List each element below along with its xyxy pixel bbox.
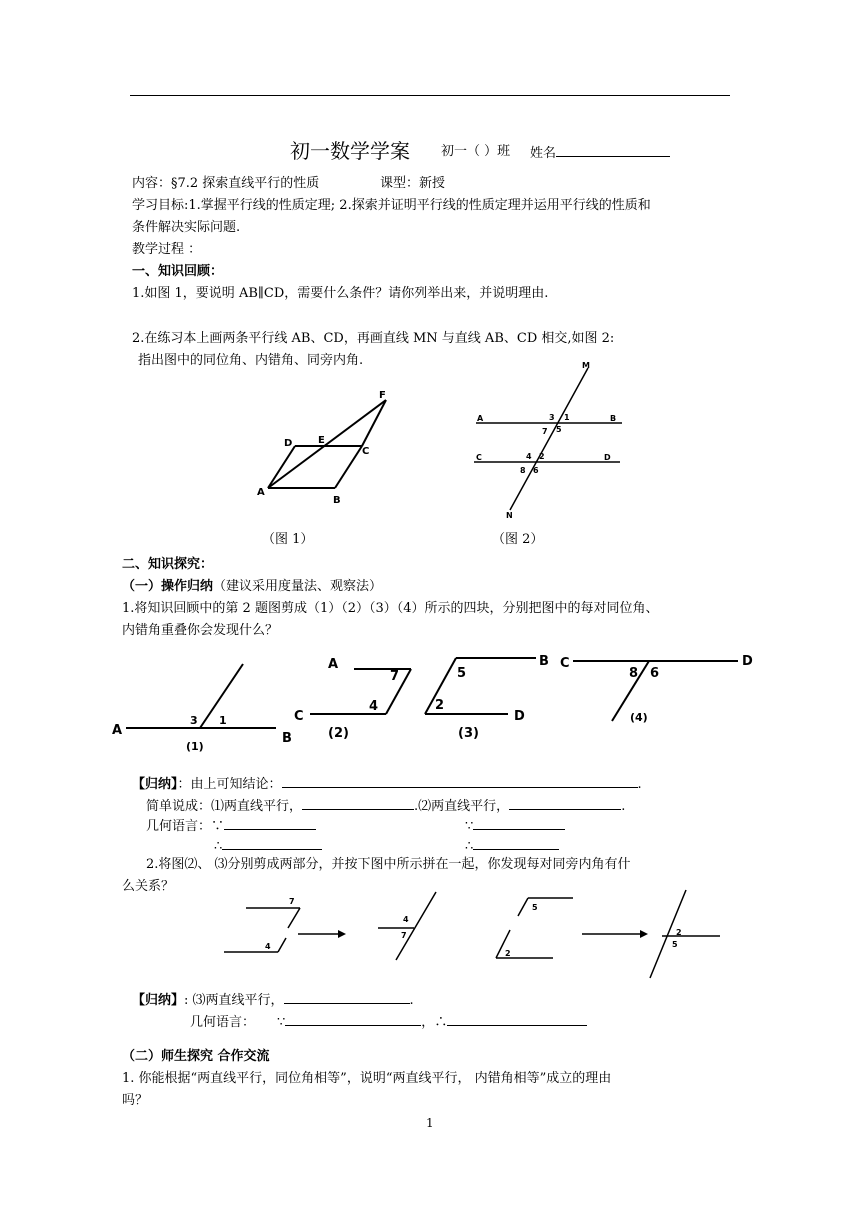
fig1-label-e: E bbox=[318, 435, 325, 446]
piece1-caption: (1) bbox=[186, 740, 204, 753]
piece3-angle-2: 2 bbox=[435, 698, 445, 713]
piece2-caption: (2) bbox=[328, 726, 349, 741]
splice-a-angle-7: 7 bbox=[289, 897, 295, 906]
piece1-angle-1: 1 bbox=[219, 714, 227, 727]
splice-b-angle-7: 7 bbox=[401, 931, 407, 940]
fig2-label-a: A bbox=[477, 414, 484, 423]
cut-pieces-figure bbox=[108, 650, 758, 760]
simple-statement-line: 简单说成：⑴两直线平行， .⑵两直线平行， . bbox=[146, 796, 625, 816]
summary2-blank[interactable] bbox=[284, 990, 410, 1004]
piece2-label-c: C bbox=[294, 709, 304, 724]
piece4-angle-8: 8 bbox=[629, 666, 639, 681]
page-title: 初一数学学案 bbox=[290, 139, 410, 163]
splice-c-angle-5: 5 bbox=[532, 903, 538, 912]
page-number: 1 bbox=[426, 1116, 434, 1130]
geo-lang-3: 几何语言： ∵ ，∴ bbox=[190, 1012, 587, 1032]
geo-lang-1-therefore: ∴ bbox=[214, 836, 322, 856]
fig2-angle-2: 2 bbox=[539, 452, 545, 461]
figure-2 bbox=[470, 358, 630, 523]
summary1-line: 【归纳】：由上可知结论： . bbox=[132, 774, 642, 794]
fig2-caption: （图 2） bbox=[492, 532, 544, 547]
name-blank[interactable] bbox=[556, 143, 670, 157]
geo-lang-2-because: ∵ bbox=[465, 816, 565, 836]
piece2-angle-7: 7 bbox=[390, 669, 400, 684]
sub1-heading-line: （一）操作归纳（建议采用度量法、观察法） bbox=[122, 579, 383, 594]
fig2-angle-3: 3 bbox=[549, 413, 555, 422]
simple-2-blank[interactable] bbox=[509, 796, 621, 810]
fig1-label-a: A bbox=[257, 487, 265, 498]
geo3-therefore-blank[interactable] bbox=[447, 1012, 587, 1026]
fig2-label-m: M bbox=[582, 361, 590, 370]
fig1-label-c: C bbox=[362, 446, 370, 457]
review-heading: 一、知识回顾： bbox=[132, 264, 224, 279]
fig2-angle-1: 1 bbox=[564, 413, 570, 422]
splice-c-angle-2: 2 bbox=[505, 949, 511, 958]
conclusion-blank[interactable] bbox=[282, 774, 638, 788]
splice-d-angle-5: 5 bbox=[672, 940, 678, 949]
goal-line-2: 条件解决实际问题. bbox=[132, 220, 241, 235]
explore-q2-line2: 么关系？ bbox=[122, 879, 175, 894]
explore-q2-line1: 2.将图⑵、 ⑶分别剪成两部分，并按下图中所示拼在一起，你发现每对同旁内角有什 bbox=[146, 857, 631, 872]
lesson-type: 课型：新授 bbox=[380, 176, 446, 191]
sub2-q1-line2: 吗？ bbox=[122, 1093, 149, 1108]
splice-figure bbox=[210, 886, 730, 974]
sub2-heading: （二）师生探究 合作交流 bbox=[122, 1049, 270, 1064]
piece4-caption: (4) bbox=[630, 711, 648, 724]
splice-a-angle-4: 4 bbox=[265, 942, 271, 951]
geo1-because-blank[interactable] bbox=[224, 816, 316, 830]
piece1-angle-3: 3 bbox=[190, 714, 198, 727]
fig2-angle-7: 7 bbox=[542, 427, 548, 436]
piece4-angle-6: 6 bbox=[650, 666, 660, 681]
fig2-label-b: B bbox=[610, 414, 617, 423]
piece3-angle-5: 5 bbox=[457, 666, 467, 681]
simple-1-blank[interactable] bbox=[302, 796, 414, 810]
fig2-label-n: N bbox=[506, 511, 513, 520]
class-label: 初一（ ）班 bbox=[441, 144, 511, 159]
piece2-angle-4: 4 bbox=[369, 699, 379, 714]
fig1-caption: （图 1） bbox=[262, 532, 314, 547]
piece4-label-c: C bbox=[560, 656, 570, 671]
fig2-label-c: C bbox=[476, 453, 482, 462]
piece1-label-a: A bbox=[112, 723, 123, 738]
piece3-label-d: D bbox=[514, 709, 525, 724]
fig1-label-b: B bbox=[333, 495, 341, 506]
review-q2-line2: 指出图中的同位角、内错角、同旁内角. bbox=[138, 353, 364, 368]
header-rule bbox=[130, 95, 730, 96]
geo1-therefore-blank[interactable] bbox=[222, 836, 322, 850]
review-q1: 1.如图 1，要说明 AB∥CD，需要什么条件？请你列举出来，并说明理由. bbox=[132, 286, 549, 301]
explore-q1-line2: 内错角重叠你会发现什么？ bbox=[122, 623, 279, 638]
geo2-therefore-blank[interactable] bbox=[473, 836, 559, 850]
figure-1 bbox=[250, 383, 400, 508]
content-line: 内容：§7.2 探索直线平行的性质 bbox=[132, 176, 320, 191]
fig2-angle-6: 6 bbox=[533, 466, 539, 475]
goal-line-1: 学习目标:1.掌握平行线的性质定理; 2.探索并证明平行线的性质定理并运用平行线的性质和 bbox=[132, 198, 651, 213]
piece3-label-b: B bbox=[539, 654, 549, 669]
explore-heading: 二、知识探究： bbox=[122, 557, 214, 572]
fig2-angle-8: 8 bbox=[520, 466, 526, 475]
splice-d-angle-2: 2 bbox=[676, 928, 682, 937]
fig2-angle-4: 4 bbox=[526, 452, 532, 461]
summary2-line: 【归纳】: ⑶两直线平行， . bbox=[132, 990, 414, 1010]
explore-q1-line1: 1.将知识回顾中的第 2 题图剪成（1）（2）（3）（4）所示的四块，分别把图中的每对同位角、 bbox=[122, 601, 659, 616]
piece3-caption: (3) bbox=[458, 726, 479, 741]
piece1-label-b: B bbox=[282, 731, 292, 746]
fig2-label-d: D bbox=[604, 453, 611, 462]
process-label: 教学过程 ： bbox=[132, 242, 202, 257]
fig1-label-f: F bbox=[379, 390, 386, 401]
piece4-label-d: D bbox=[742, 654, 753, 669]
review-q2-line1: 2.在练习本上画两条平行线 AB、CD，再画直线 MN 与直线 AB、CD 相交,如图 2: bbox=[132, 331, 615, 346]
geo-lang-2-therefore: ∴ bbox=[465, 836, 559, 856]
geo3-because-blank[interactable] bbox=[285, 1012, 421, 1026]
fig1-label-d: D bbox=[284, 438, 293, 449]
geo-lang-1-because: 几何语言：∵ bbox=[146, 816, 316, 836]
sub2-q1-line1: 1. 你能根据“两直线平行，同位角相等”，说明“两直线平行， 内错角相等”成立的理由 bbox=[122, 1071, 612, 1086]
fig2-angle-5: 5 bbox=[556, 425, 562, 434]
piece2-label-a: A bbox=[328, 657, 339, 672]
name-label: 姓名 bbox=[530, 143, 670, 163]
splice-b-angle-4: 4 bbox=[403, 915, 409, 924]
geo2-because-blank[interactable] bbox=[473, 816, 565, 830]
